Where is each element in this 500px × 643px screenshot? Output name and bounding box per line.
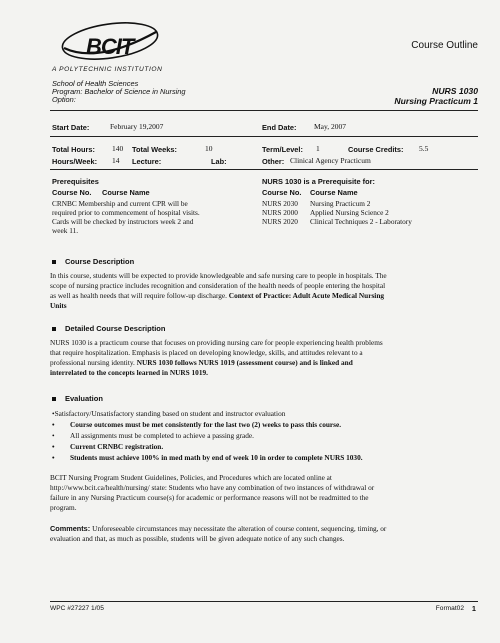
doc-type-title: Course Outline (411, 40, 478, 51)
other-label: Other: (262, 157, 285, 166)
comments-line: Comments: Unforeseeable circumstances may necessitate the alteration of course content, sequencing, timing, or (50, 524, 387, 533)
footer-divider (50, 601, 478, 602)
prereq-for-course-name: Clinical Techniques 2 - Laboratory (310, 217, 412, 226)
course-description-line: as well as health needs that will require follow-up discharge. Context of Practice: Adult Acute Medical Nursing (50, 291, 385, 300)
credits-value: 5.5 (419, 144, 429, 153)
prereq-text-line: required prior to commencement of hospital visits. (52, 208, 200, 217)
end-date-label: End Date: (262, 123, 297, 132)
detailed-description-heading: Detailed Course Description (52, 324, 165, 333)
evaluation-item: • Course outcomes must be met consistently for the last two (2) weeks to pass this course. (52, 420, 342, 429)
course-description-line: In this course, students will be expected to provide knowledgeable and safe nursing care to people in hospitals. The (50, 271, 387, 280)
end-date-value: May, 2007 (314, 122, 347, 131)
evaluation-heading: Evaluation (52, 394, 103, 403)
term-value: 1 (316, 144, 320, 153)
context-of-practice-cont: Units (50, 301, 67, 310)
term-label: Term/Level: (262, 145, 303, 154)
lab-label: Lab: (211, 157, 227, 166)
program-name: Program: Bachelor of Science in Nursing (52, 87, 186, 96)
prereq-text-line: week 11. (52, 226, 79, 235)
prereq-for-heading: NURS 1030 is a Prerequisite for: (262, 177, 375, 186)
credits-label: Course Credits: (348, 145, 404, 154)
evaluation-item: • Students must achieve 100% in med math by end of week 10 in order to complete NURS 1030. (52, 453, 363, 462)
detailed-description-line: NURS 1030 is a practicum course that focuses on providing nursing care for people experiencing health problems (50, 338, 383, 347)
course-code: NURS 1030 (432, 86, 478, 96)
total-weeks-value: 10 (205, 144, 213, 153)
prereq-for-course-name: Nursing Practicum 2 (310, 199, 371, 208)
info-bottom-divider (50, 169, 478, 170)
course-description-line: scope of nursing practice includes recognition and consideration of the health needs of people entering the hospital (50, 281, 386, 290)
school-name: School of Health Sciences (52, 79, 139, 88)
prereq-for-col-name: Course Name (310, 188, 358, 197)
logo-tagline: A POLYTECHNIC INSTITUTION (52, 66, 163, 73)
comments-label: Comments: (50, 524, 91, 533)
detailed-description-line: professional nursing identity. NURS 1030 follows NURS 1019 (assessment course) and is linked and (50, 358, 353, 367)
logo-text: BCIT (86, 34, 134, 59)
prereq-for-course-no: NURS 2000 (262, 208, 298, 217)
section-bullet-icon (52, 327, 56, 331)
section-bullet-icon (52, 260, 56, 264)
comments-line: evaluation and that, as much as possible, students will be given adequate notice of any such changes. (50, 534, 345, 543)
policy-line: BCIT Nursing Program Student Guidelines, Policies, and Procedures which are located online at (50, 473, 332, 482)
prereq-text-line: CRNBC Membership and current CPR will be (52, 199, 188, 208)
info-divider (50, 136, 478, 137)
footer-format: Format02 (435, 605, 464, 612)
total-hours-value: 140 (112, 144, 124, 153)
bcit-logo (58, 14, 168, 66)
course-description-heading: Course Description (52, 257, 134, 266)
footer-doc-id: WPC #27227 1/05 (50, 605, 104, 612)
prereq-for-course-no: NURS 2020 (262, 217, 298, 226)
prereq-text-line: Cards will be checked by instructors week 2 and (52, 217, 194, 226)
evaluation-item: • All assignments must be completed to achieve a passing grade. (52, 431, 254, 440)
context-of-practice: Context of Practice: Adult Acute Medical Nursing (228, 291, 385, 300)
header-divider (50, 110, 478, 111)
start-date-value: February 19,2007 (110, 122, 164, 131)
total-weeks-label: Total Weeks: (132, 145, 177, 154)
page-number: 1 (471, 604, 476, 613)
option-label: Option: (52, 95, 76, 104)
prereq-for-col-no: Course No. (262, 188, 302, 197)
total-hours-label: Total Hours: (52, 145, 95, 154)
prereq-col-name: Course Name (102, 188, 150, 197)
policy-url-line: http://www.bcit.ca/health/nursing/ state: Students who have any combination of two instances of withdrawal or (50, 483, 375, 492)
prereq-col-no: Course No. (52, 188, 92, 197)
policy-line: program. (50, 503, 77, 512)
policy-line: failure in any Nursing Practicum course(s) for academic or performance reasons will not be readmitted to the (50, 493, 369, 502)
prereq-for-course-name: Applied Nursing Science 2 (310, 208, 389, 217)
lecture-label: Lecture: (132, 157, 162, 166)
detailed-description-line: interrelated to the concepts learned in NURS 1019. (50, 368, 208, 377)
start-date-label: Start Date: (52, 123, 90, 132)
course-title: Nursing Practicum 1 (394, 96, 478, 106)
prereq-for-course-no: NURS 2030 (262, 199, 298, 208)
evaluation-item: • Current CRNBC registration. (52, 442, 164, 451)
section-bullet-icon (52, 397, 56, 401)
detailed-description-line: that require hospitalization. Emphasis is placed on developing knowledge, skills, and attitudes relevant to a (50, 348, 363, 357)
hours-week-value: 14 (112, 156, 120, 165)
prereq-heading: Prerequisites (52, 177, 99, 186)
other-value: Clinical Agency Practicum (290, 156, 371, 165)
hours-week-label: Hours/Week: (52, 157, 98, 166)
evaluation-item: •Satisfactory/Unsatisfactory standing based on student and instructor evaluation (52, 409, 286, 418)
